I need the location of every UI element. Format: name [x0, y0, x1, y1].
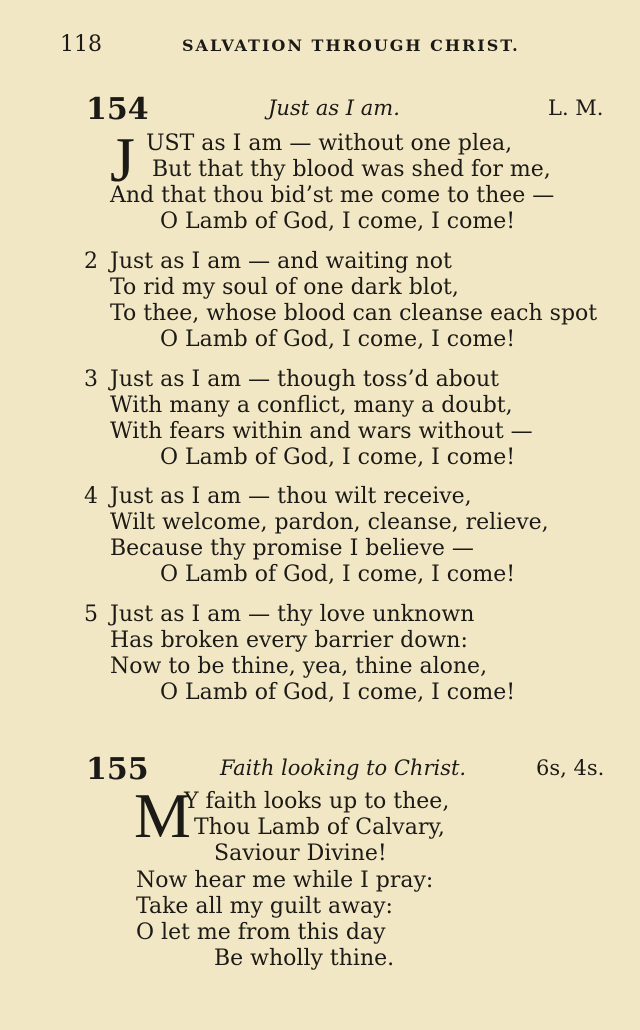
hymn-title: Just as I am. [268, 96, 400, 120]
verse-line: O let me from this day [136, 920, 386, 945]
verse-line: O Lamb of God, I come, I come! [160, 680, 516, 705]
verse-line: To rid my soul of one dark blot, [110, 275, 459, 300]
hymn-number: 154 [86, 92, 149, 127]
verse-line: Just as I am — thy love unknown [110, 602, 475, 627]
verse-line: To thee, whose blood can cleanse each spot [110, 301, 598, 326]
verse-line: O Lamb of God, I come, I come! [160, 209, 516, 234]
verse-line: Now to be thine, yea, thine alone, [110, 654, 488, 679]
drop-cap: J [110, 124, 135, 195]
verse-line: Wilt welcome, pardon, cleanse, relieve, [110, 510, 549, 535]
hymn-heading [0, 92, 640, 126]
drop-cap: M [134, 780, 191, 851]
verse-line: O Lamb of God, I come, I come! [160, 445, 516, 470]
hymn-meter: L. M. [548, 96, 604, 120]
hymn-number: 155 [86, 752, 149, 787]
hymn-heading [0, 752, 640, 786]
verse-line: Be wholly thine. [214, 946, 395, 971]
verse-line: Just as I am — though toss’d about [110, 367, 500, 392]
verse-line: Saviour Divine! [214, 841, 387, 866]
verse-line: With many a conflict, many a doubt, [110, 393, 513, 418]
verse-line: Now hear me while I pray: [136, 868, 434, 893]
verse-line: O Lamb of God, I come, I come! [160, 327, 516, 352]
verse-line: But that thy blood was shed for me, [152, 157, 551, 182]
verse-line: UST as I am — without one plea, [146, 131, 513, 156]
hymn-title: Faith looking to Christ. [220, 756, 467, 780]
verse-line: O Lamb of God, I come, I come! [160, 562, 516, 587]
verse-line: Just as I am — thou wilt receive, [110, 484, 472, 509]
verse-line: Has broken every barrier down: [110, 628, 468, 653]
verse-number: 4 [84, 484, 98, 509]
verse-line: Take all my guilt away: [136, 894, 393, 919]
running-head: SALVATION THROUGH CHRIST. [182, 36, 520, 55]
verse-number: 3 [84, 367, 98, 392]
verse-line: With fears within and wars without — [110, 419, 533, 444]
verse-line: Because thy promise I believe — [110, 536, 474, 561]
verse-number: 2 [84, 249, 98, 274]
page-number: 118 [60, 32, 102, 57]
verse-line: Just as I am — and waiting not [110, 249, 452, 274]
verse-line: Y faith looks up to thee, [184, 789, 450, 814]
verse-line: And that thou bid’st me come to thee — [110, 183, 555, 208]
hymn-meter: 6s, 4s. [536, 756, 605, 780]
verse-line: Thou Lamb of Calvary, [194, 815, 445, 840]
page-header [60, 32, 600, 62]
verse-number: 5 [84, 602, 98, 627]
